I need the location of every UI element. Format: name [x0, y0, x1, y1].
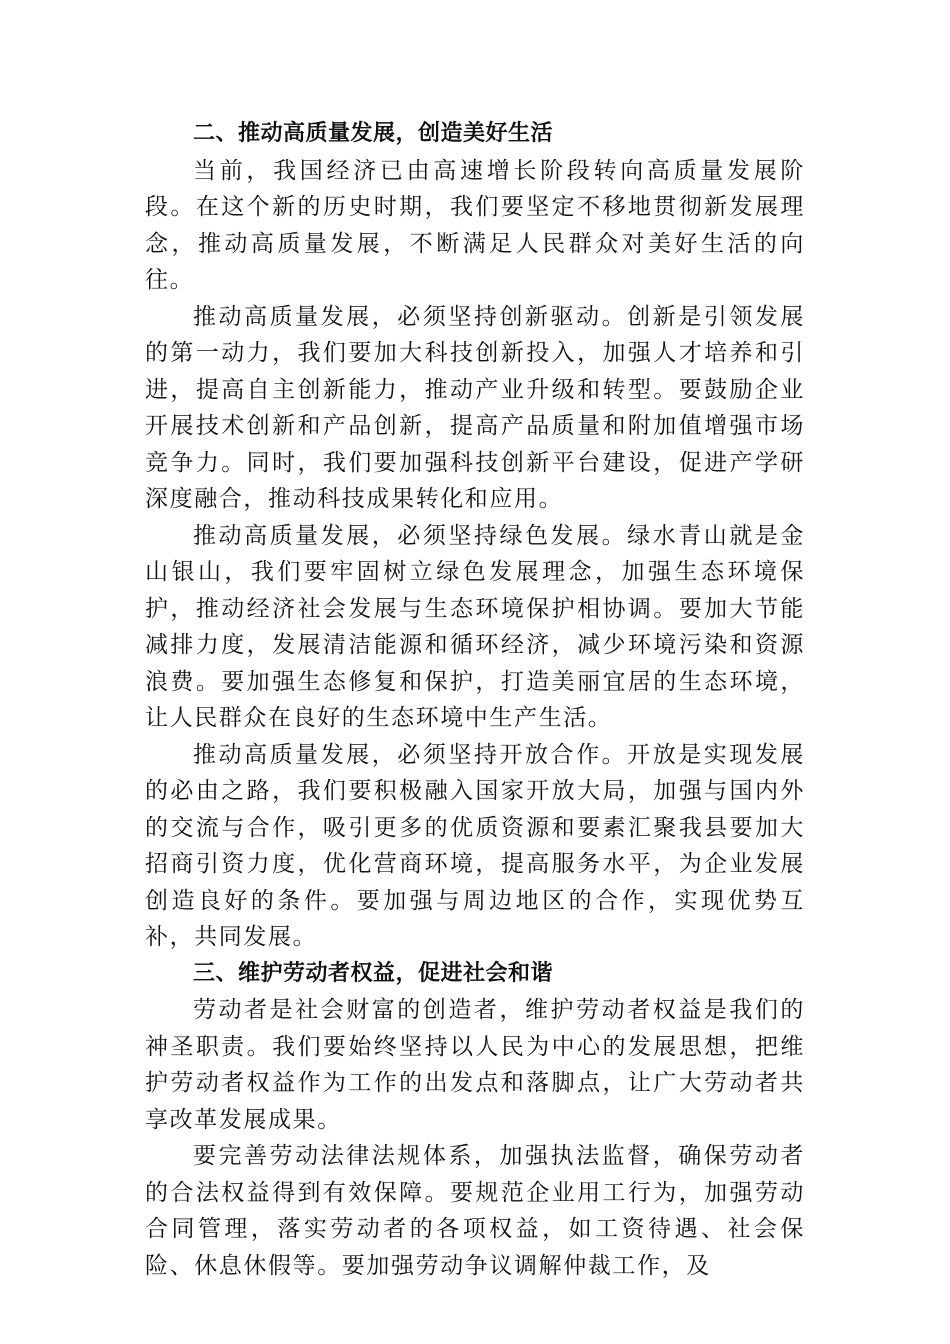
paragraph: 当前，我国经济已由高速增长阶段转向高质量发展阶段。在这个新的历史时期，我们要坚定不移地贯彻新发展理念，推动高质量发展，不断满足人民群众对美好生活的向往。 [145, 157, 805, 293]
paragraph: 要完善劳动法律法规体系，加强执法监督，确保劳动者的合法权益得到有效保障。要规范企业用工行为，加强劳动合同管理，落实劳动者的各项权益，如工资待遇、社会保险、休息休假等。要加强劳动争议调解仲裁工作，及 [145, 1143, 805, 1279]
paragraph: 推动高质量发展，必须坚持开放合作。开放是实现发展的必由之路，我们要积极融入国家开放大局，加强与国内外的交流与合作，吸引更多的优质资源和要素汇聚我县要加大招商引资力度，优化营商环境，提高服务水平，为企业发展创造良好的条件。要加强与周边地区的合作，实现优势互补，共同发展。 [145, 741, 805, 950]
section-heading: 三、维护劳动者权益，促进社会和谐 [193, 960, 554, 986]
paragraph: 推动高质量发展，必须坚持绿色发展。绿水青山就是金山银山，我们要牢固树立绿色发展理念，加强生态环境保护，推动经济社会发展与生态环境保护相协调。要加大节能减排力度，发展清洁能源和循环经济，减少环境污染和资源浪费。要加强生态修复和保护，打造美丽宜居的生态环境，让人民群众在良好的生态环境中生产生活。 [145, 522, 805, 731]
document-body [145, 116, 805, 1284]
paragraph: 劳动者是社会财富的创造者，维护劳动者权益是我们的神圣职责。我们要始终坚持以人民为中心的发展思想，把维护劳动者权益作为工作的出发点和落脚点，让广大劳动者共享改革发展成果。 [145, 997, 805, 1133]
paragraph: 推动高质量发展，必须坚持创新驱动。创新是引领发展的第一动力，我们要加大科技创新投入，加强人才培养和引进，提高自主创新能力，推动产业升级和转型。要鼓励企业开展技术创新和产品创新，提高产品质量和附加值增强市场竞争力。同时，我们要加强科技创新平台建设，促进产学研深度融合，推动科技成果转化和应用。 [145, 303, 805, 512]
section-heading: 二、推动高质量发展，创造美好生活 [193, 121, 554, 146]
